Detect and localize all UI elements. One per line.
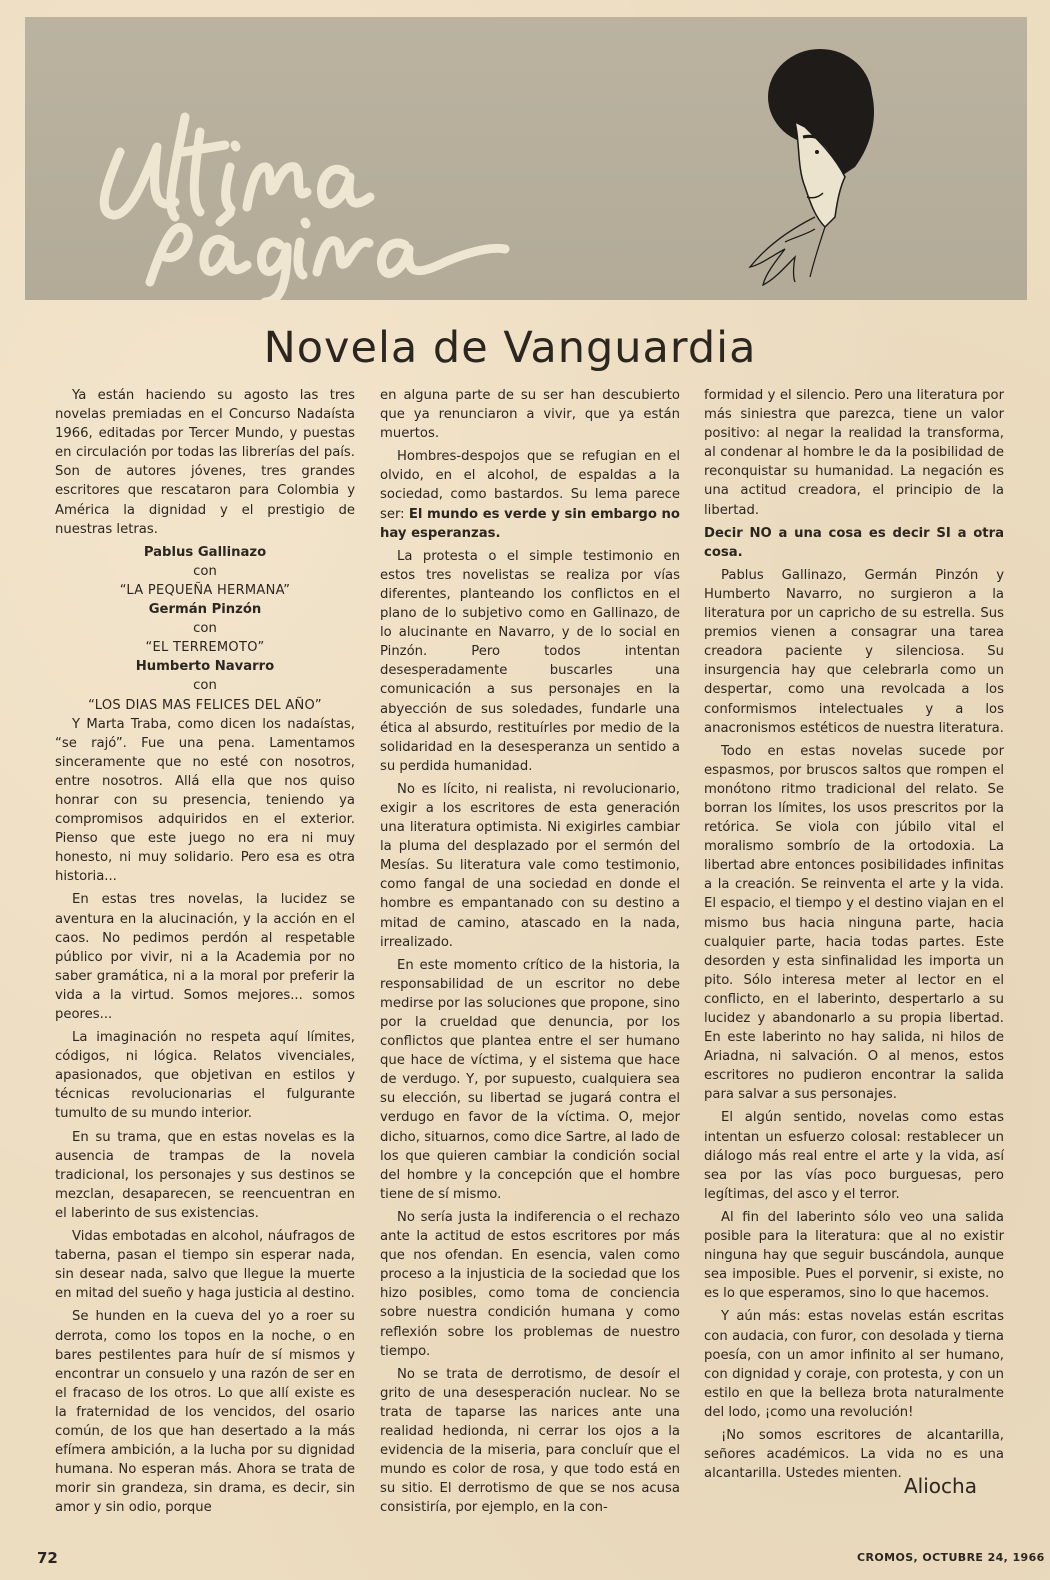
award-list — [55, 543, 355, 715]
paragraph: Todo en estas novelas sucede por espasmos, por bruscos saltos que rompen el monótono ritmo tradicional del relato. Se borran los límites, los usos prescritos por la retórica. Se viola con júbilo vital el moralismo sombrío de la ortodoxia. La libertad abre entonces posibilidades infinitas a la creación. Se reinventa el arte y la vida. El espacio, el tiempo y el destino viajan en el mismo bus hacia ninguna parte, hacia cualquier parte, hacia todas partes. Este desorden y esta sinfinalidad les importa un pito. Sólo interesa meter al lector en el conflicto, en el laberinto, despertarlo a su lucidez y abandonarlo a su propia libertad. En este laberinto no hay salida, ni hilos de Ariadna, ni salvación. O al menos, estos escritores no pudieron encontrar la salida para salvar a sus personajes. — [704, 743, 1004, 1103]
paragraph: Vidas embotadas en alcohol, náufragos de taberna, pasan el tiempo sin esperar nada, sin desear nada, salvo que llegue la muerte en mitad del sueño y haga justicia al destino. — [55, 1229, 355, 1302]
banner-script-title — [104, 117, 505, 300]
award-title: “EL TERREMOTO” — [145, 640, 265, 656]
award-title: “LA PEQUEÑA HERMANA” — [119, 582, 291, 598]
paragraph-text: Hombres-despojos que se refugian en el olvido, en el alcohol, de espaldas a la sociedad, como bastardos. Su lema parece ser: — [380, 449, 680, 522]
publication-credit: CROMOS, OCTUBRE 24, 1966 — [857, 1551, 1045, 1564]
paragraph: En este momento crítico de la historia, la responsabilidad de un escritor no debe medirse por las soluciones que propone, sino por la crueldad que denuncia, por los conflictos que plantea entre el ser humano que hace de víctima, y el sistema que hace de verdugo. Y, por supuesto, cualquiera sea su elección, su libertad se jugará contra el verdugo en favor de la víctima. O, mejor dicho, situarnos, como dice Sartre, al lado de los que quieren cambiar la condición social del hombre y la concepción que el hombre tiene de sí mismo. — [380, 957, 680, 1202]
paragraph: Y Marta Traba, como dicen los nadaístas, “se rajó”. Fue una pena. Lamentamos sinceramente que no esté con nosotros, entre nosotros. Allá ella que nos quiso honrar con su presencia, teniendo ya compromisos adquiridos en el exterior. Pienso que este juego no era ni muy honesto, ni muy solidario. Pero esa es otra historia... — [55, 716, 355, 885]
award-connector: con — [193, 621, 217, 637]
bold-statement: Decir NO a una cosa es decir SI a otra cosa. — [704, 525, 1004, 560]
paragraph: No se trata de derrotismo, de desoír el grito de una desesperación nuclear. No se trata de taparse las narices ante una realidad hedionda, ni cerrar los ojos a la evidencia de la miseria, para concluír que el mundo es color de rosa, y que todo está en su sitio. El derrotismo de que se nos acusa consistiría, por ejemplo, en la con- — [380, 1366, 680, 1516]
paragraph: En su trama, que en estas novelas es la ausencia de trampas de la novela tradicional, los personajes y sus destinos se mezclan, desaparecen, se reencuentran en el laberinto de sus existencias. — [55, 1129, 355, 1221]
article-headline: Novela de Vanguardia — [263, 323, 757, 373]
paragraph: La protesta o el simple testimonio en estos tres novelistas se realiza por vías diferentes, planteando los conflictos en el plano de lo subjetivo como en Gallinazo, de lo alucinante en Navarro, y de lo social en Pinzón. Pero todos intentan desesperadamente buscarles una comunicación a sus personajes en la abyección de sus soledades, fundarle una ética al absurdo, restituírles por medio de la solidaridad en la desesperanza un sentido a su perdida humanidad. — [380, 548, 680, 774]
paragraph: ¡No somos escritores de alcantarilla, señores académicos. La vida no es una alcantarilla. Ustedes mienten. — [704, 1427, 1004, 1482]
article-column-2 — [380, 386, 680, 1521]
paragraph: Se hunden en la cueva del yo a roer su derrota, como los topos en la noche, o en bares pestilentes para huír de sí mismos y encontrar un consuelo y una razón de ser en el fracaso de los otros. Lo que allí existe es la fraternidad de los vencidos, del osario común, de los que han desertado a la más efímera ambición, a la lucha por su dignidad humana. No esperan más. Ahora se trata de morir sin grandeza, sin drama, es decir, sin amor y sin odio, porque — [55, 1309, 355, 1516]
paragraph: formidad y el silencio. Pero una literatura por más siniestra que parezca, tiene un valor positivo: al negar la realidad la transforma, al condenar al hombre le da la posibilidad de reconquistar su humanidad. La negación es una actitud creadora, el principio de la libertad. — [704, 388, 1004, 518]
award-connector: con — [193, 563, 217, 579]
paragraph: La imaginación no respeta aquí límites, códigos, ni lógica. Relatos vivenciales, apasionados, que objetivan en estilos y técnicas revolucionarias el fulgurante tumulto de su mundo interior. — [55, 1030, 355, 1122]
paragraph: Ya están haciendo su agosto las tres novelas premiadas en el Concurso Nadaísta 1966, editadas por Tercer Mundo, y puestas en circulación por todas las librerías del país. Son de autores jóvenes, tres grandes escritores que rescataron para Colombia y América la dignidad y el prestigio de nuestras letras. — [55, 388, 355, 537]
paragraph: No es lícito, ni realista, ni revolucionario, exigir a los escritores de esta generación una literatura optimista. Ni exigirles cambiar la pluma del desplazado por el sermón del Mesías. Su literatura vale como testimonio, como fangal de una sociedad en donde el hombre es empantanado con su destino a mitad de camino, atascado en la nada, irrealizado. — [380, 781, 680, 950]
banner-artwork — [25, 17, 1027, 300]
paragraph: Pablus Gallinazo, Germán Pinzón y Humberto Navarro, no surgieron a la literatura por un capricho de su estrella. Sus premios vienen a consagrar una tarea creadora paciente y silenciosa. Su insurgencia hay que celebrarla como un despertar, como una revolcada a los conformismos intelectuales y a los anacronismos estéticos de nuestra literatura. — [704, 567, 1004, 736]
award-connector: con — [193, 678, 217, 694]
article-column-1 — [55, 386, 355, 1521]
paragraph — [380, 447, 680, 542]
paragraph: en alguna parte de su ser han descubierto que ya renunciaron a vivir, que ya están muertos. — [380, 388, 680, 442]
paragraph: Al fin del laberinto sólo veo una salida posible para la literatura: que al no existir ninguna hay que seguir buscándola, aunque sea imposible. Pues el porvenir, si existe, no es lo que esperamos, sino lo que hacemos. — [704, 1209, 1004, 1302]
page-number: 72 — [37, 1549, 58, 1567]
article-column-3 — [704, 386, 1004, 1487]
author-signature: Aliocha — [904, 1474, 977, 1498]
paragraph: No sería justa la indiferencia o el rechazo ante la actitud de estos escritores por más que nos ofendan. En esencia, valen como proceso a la injusticia de la sociedad que los hizo posibles, como toma de conciencia sobre nuestra condición humana y como reflexión sobre los problemas de nuestro tiempo. — [380, 1209, 680, 1359]
award-title: “LOS DIAS MAS FELICES DEL AÑO” — [88, 697, 322, 713]
caricature-portrait — [750, 49, 874, 285]
motto-bold: El mundo es verde y sin embargo no hay esperanzas. — [380, 506, 680, 541]
paragraph: El algún sentido, novelas como estas intentan un esfuerzo colosal: restablecer un diálogo más real entre el arte y la vida, así sea por las vías poco burguesas, pero legítimas, del asco y el terror. — [704, 1110, 1004, 1202]
paragraph: Y aún más: estas novelas están escritas con audacia, con furor, con desolada y tierna poesía, con un amor infinito al ser humano, con dignidad y coraje, con protesta, y con un estilo en que la belleza brota naturalmente del lodo, ¡como una revolución! — [704, 1309, 1004, 1420]
award-author: Germán Pinzón — [148, 602, 262, 618]
award-author: Humberto Navarro — [135, 659, 275, 675]
paragraph: En estas tres novelas, la lucidez se aventura en la alucinación, y la acción en el caos. No pedimos perdón al respetable público por vivir, ni a la Academia por no saber gramática, ni a la moral por preferir la vida a la virtud. Somos mejores... somos peores... — [55, 892, 355, 1022]
award-author: Pablus Gallinazo — [143, 544, 267, 560]
ultima-pagina-banner — [25, 17, 1027, 300]
